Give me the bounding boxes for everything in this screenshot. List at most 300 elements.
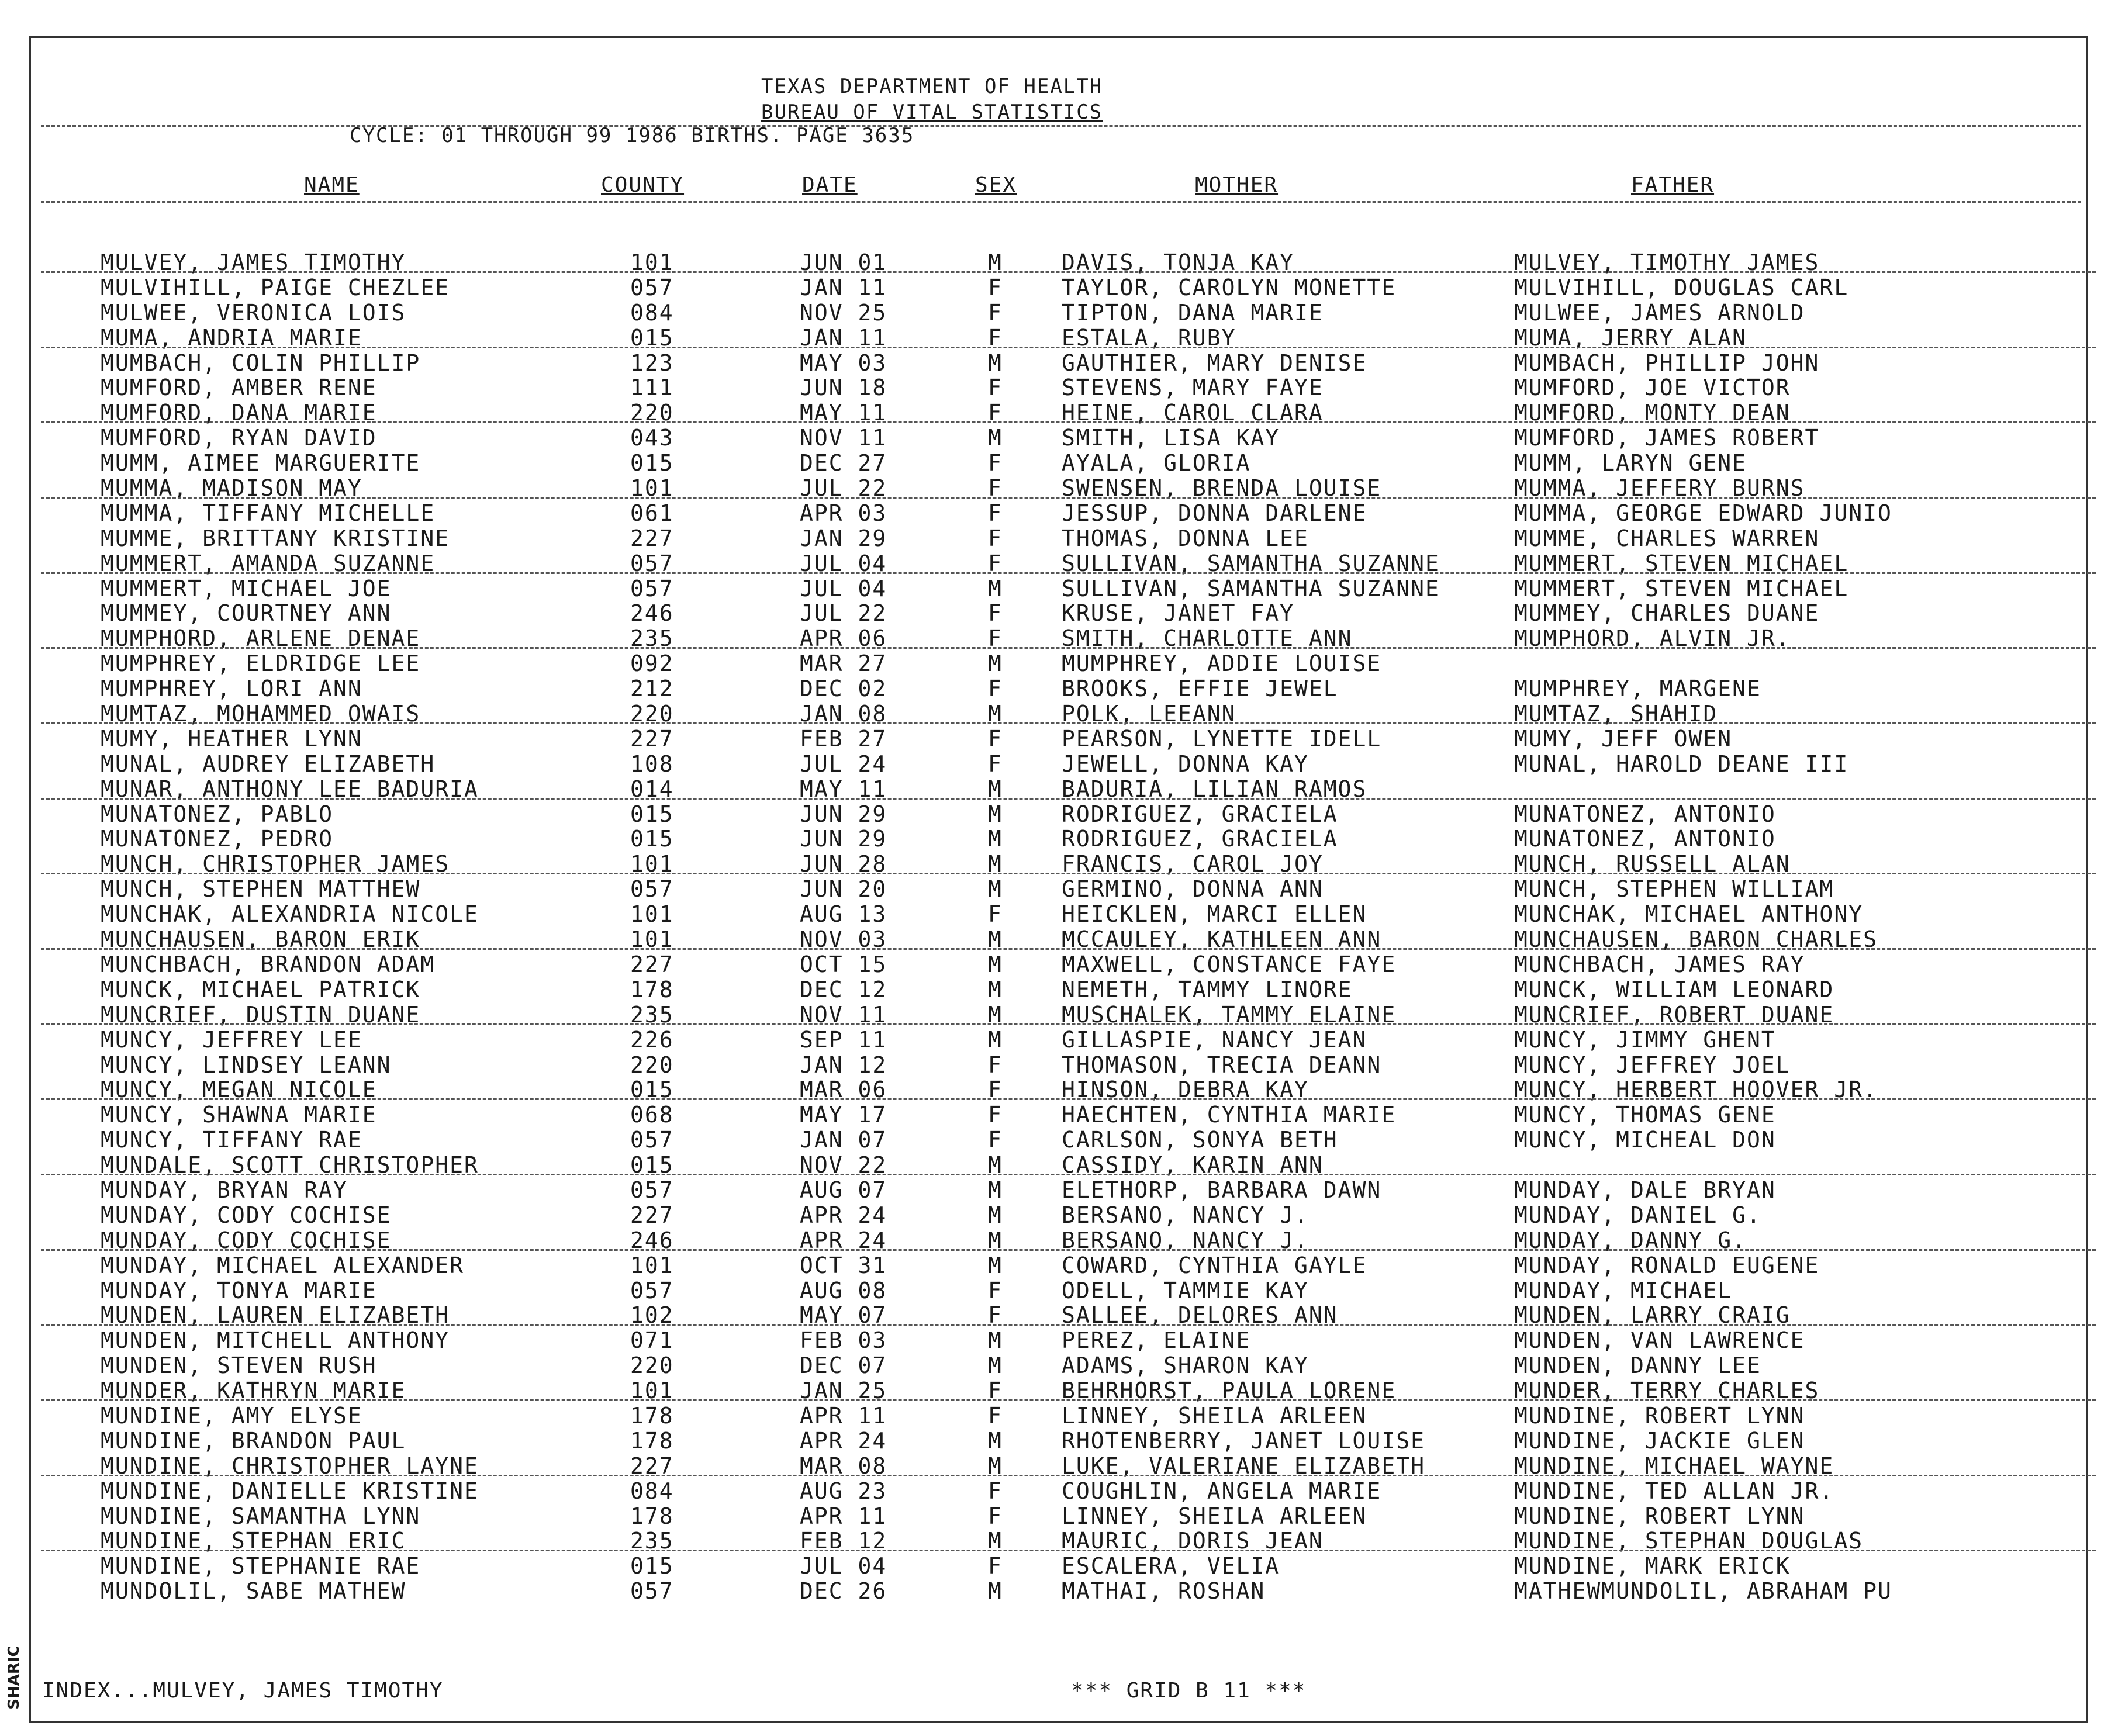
- column-header-name: NAME: [304, 173, 360, 197]
- record-date: FEB 03: [800, 1327, 887, 1354]
- record-sex: M: [988, 1353, 1003, 1379]
- record-date: JUN 29: [800, 826, 887, 852]
- record-county: 084: [630, 299, 674, 326]
- record-mother: BROOKS, EFFIE JEWEL: [1062, 676, 1338, 702]
- footer-index: INDEX...MULVEY, JAMES TIMOTHY: [42, 1679, 444, 1703]
- record-date: JUN 01: [800, 250, 887, 275]
- column-header-father: FATHER: [1631, 173, 1715, 197]
- record-father: MUMFORD, JOE VICTOR: [1514, 375, 1791, 401]
- record-date: JUN 18: [800, 375, 887, 401]
- column-header-date: DATE: [802, 173, 858, 197]
- record-name: MUNCY, MEGAN NICOLE: [101, 1077, 377, 1103]
- record-sex: M: [988, 1227, 1003, 1253]
- record-name: MUMFORD, RYAN DAVID: [101, 425, 377, 451]
- record-county: 178: [630, 1427, 674, 1454]
- record-name: MUNAL, AUDREY ELIZABETH: [101, 751, 436, 777]
- record-row: [0, 300, 2125, 326]
- record-mother: SMITH, LISA KAY: [1062, 425, 1280, 451]
- record-name: MUNDEN, MITCHELL ANTHONY: [101, 1327, 450, 1354]
- record-name: MUNDOLIL, SABE MATHEW: [101, 1578, 406, 1604]
- record-mother: RHOTENBERRY, JANET LOUISE: [1062, 1427, 1425, 1454]
- record-date: AUG 07: [800, 1177, 887, 1203]
- record-name: MUNDAY, MICHAEL ALEXANDER: [101, 1252, 464, 1278]
- record-county: 227: [630, 1202, 674, 1228]
- record-county: 178: [630, 976, 674, 1002]
- record-father: MUNDINE, MICHAEL WAYNE: [1514, 1453, 1834, 1479]
- record-sex: F: [988, 1553, 1003, 1579]
- record-name: MUMMA, TIFFANY MICHELLE: [101, 500, 436, 526]
- record-sex: M: [988, 575, 1003, 601]
- column-header-rule: [41, 201, 2081, 203]
- record-county: 102: [630, 1302, 674, 1329]
- record-date: JUL 22: [800, 600, 887, 627]
- record-father: MUNCHAK, MICHAEL ANTHONY: [1514, 901, 1864, 928]
- record-row: [0, 701, 2125, 727]
- record-date: APR 11: [800, 1402, 887, 1429]
- record-father: MUNCHBACH, JAMES RAY: [1514, 951, 1805, 977]
- record-father: MUMMA, GEORGE EDWARD JUNIO: [1514, 500, 1892, 526]
- record-sex: F: [988, 525, 1003, 551]
- record-date: MAY 17: [800, 1102, 887, 1128]
- record-row: [0, 400, 2125, 426]
- record-county: 057: [630, 1177, 674, 1203]
- record-name: MUMPHREY, LORI ANN: [101, 676, 362, 702]
- record-father: MUMPHREY, MARGENE: [1514, 676, 1761, 702]
- record-mother: SMITH, CHARLOTTE ANN: [1062, 625, 1353, 652]
- record-mother: DAVIS, TONJA KAY: [1062, 250, 1295, 275]
- record-father: MUMPHORD, ALVIN JR.: [1514, 625, 1791, 652]
- record-name: MUNDINE, AMY ELYSE: [101, 1402, 362, 1429]
- record-county: 101: [630, 1378, 674, 1404]
- record-sex: F: [988, 751, 1003, 777]
- record-date: MAY 11: [800, 776, 887, 802]
- record-mother: ESCALERA, VELIA: [1062, 1553, 1280, 1579]
- record-father: MUNDEN, VAN LAWRENCE: [1514, 1327, 1805, 1354]
- record-name: MUMBACH, COLIN PHILLIP: [101, 350, 421, 376]
- record-county: 246: [630, 1227, 674, 1253]
- record-row: [0, 1178, 2125, 1203]
- record-date: JAN 25: [800, 1378, 887, 1404]
- record-mother: MCCAULEY, KATHLEEN ANN: [1062, 926, 1382, 953]
- record-name: MUNCHAUSEN, BARON ERIK: [101, 926, 421, 953]
- record-sex: F: [988, 1503, 1003, 1529]
- record-name: MUNCY, TIFFANY RAE: [101, 1127, 362, 1153]
- record-mother: MUMPHREY, ADDIE LOUISE: [1062, 651, 1382, 677]
- record-county: 227: [630, 725, 674, 752]
- record-mother: BERSANO, NANCY J.: [1062, 1227, 1309, 1253]
- record-name: MUNDAY, CODY COCHISE: [101, 1202, 392, 1228]
- record-sex: M: [988, 1327, 1003, 1354]
- record-date: JUL 04: [800, 550, 887, 576]
- record-county: 015: [630, 1152, 674, 1178]
- record-row: [0, 1153, 2125, 1178]
- record-mother: LINNEY, SHEILA ARLEEN: [1062, 1503, 1367, 1529]
- record-father: MUNDAY, DALE BRYAN: [1514, 1177, 1776, 1203]
- record-date: NOV 03: [800, 926, 887, 953]
- record-father: MATHEWMUNDOLIL, ABRAHAM PU: [1514, 1578, 1892, 1604]
- record-name: MUNAR, ANTHONY LEE BADURIA: [101, 776, 479, 802]
- record-row: [0, 826, 2125, 852]
- record-father: MUMMA, JEFFERY BURNS: [1514, 475, 1805, 502]
- record-name: MUMFORD, DANA MARIE: [101, 400, 377, 426]
- record-date: JUN 20: [800, 876, 887, 902]
- record-date: NOV 22: [800, 1152, 887, 1178]
- column-header-mother: MOTHER: [1195, 173, 1279, 197]
- record-sex: F: [988, 550, 1003, 576]
- record-father: MUNCY, JIMMY GHENT: [1514, 1026, 1776, 1053]
- record-mother: KRUSE, JANET FAY: [1062, 600, 1295, 627]
- record-mother: MAURIC, DORIS JEAN: [1062, 1528, 1324, 1554]
- record-mother: SULLIVAN, SAMANTHA SUZANNE: [1062, 550, 1440, 576]
- record-father: MUMTAZ, SHAHID: [1514, 701, 1718, 727]
- record-date: JAN 08: [800, 701, 887, 727]
- record-date: JUN 28: [800, 851, 887, 877]
- record-county: 226: [630, 1026, 674, 1053]
- record-date: JAN 12: [800, 1052, 887, 1078]
- record-name: MUNDALE, SCOTT CHRISTOPHER: [101, 1152, 479, 1178]
- record-date: FEB 27: [800, 725, 887, 752]
- record-county: 101: [630, 250, 674, 275]
- record-county: 220: [630, 701, 674, 727]
- record-mother: RODRIGUEZ, GRACIELA: [1062, 826, 1338, 852]
- record-row: [0, 1303, 2125, 1328]
- record-sex: F: [988, 1378, 1003, 1404]
- record-sex: F: [988, 1052, 1003, 1078]
- record-county: 235: [630, 1528, 674, 1554]
- record-father: MUNCRIEF, ROBERT DUANE: [1514, 1001, 1834, 1028]
- record-sex: F: [988, 1302, 1003, 1329]
- record-row: [0, 1328, 2125, 1353]
- record-county: 108: [630, 751, 674, 777]
- record-date: OCT 15: [800, 951, 887, 977]
- record-mother: AYALA, GLORIA: [1062, 450, 1251, 476]
- record-county: 212: [630, 676, 674, 702]
- record-county: 220: [630, 1052, 674, 1078]
- record-county: 015: [630, 801, 674, 827]
- record-name: MUMMEY, COURTNEY ANN: [101, 600, 392, 627]
- record-sex: F: [988, 1478, 1003, 1504]
- record-mother: THOMASON, TRECIA DEANN: [1062, 1052, 1382, 1078]
- record-name: MUMY, HEATHER LYNN: [101, 725, 362, 752]
- record-father: MULWEE, JAMES ARNOLD: [1514, 299, 1805, 326]
- record-sex: F: [988, 901, 1003, 928]
- record-county: 101: [630, 1252, 674, 1278]
- record-mother: MUSCHALEK, TAMMY ELAINE: [1062, 1001, 1397, 1028]
- record-name: MULVIHILL, PAIGE CHEZLEE: [101, 274, 450, 300]
- record-date: AUG 23: [800, 1478, 887, 1504]
- record-row: [0, 1504, 2125, 1529]
- record-sex: M: [988, 876, 1003, 902]
- record-county: 057: [630, 1578, 674, 1604]
- record-father: MUNCH, STEPHEN WILLIAM: [1514, 876, 1834, 902]
- record-mother: HEICKLEN, MARCI ELLEN: [1062, 901, 1367, 928]
- record-sex: F: [988, 625, 1003, 652]
- record-name: MUNDINE, CHRISTOPHER LAYNE: [101, 1453, 479, 1479]
- record-father: MUNDAY, DANNY G.: [1514, 1227, 1747, 1253]
- record-sex: F: [988, 1102, 1003, 1128]
- record-row: [0, 1454, 2125, 1479]
- record-date: APR 24: [800, 1202, 887, 1228]
- record-row: [0, 576, 2125, 601]
- record-county: 101: [630, 475, 674, 502]
- side-stamp-text: SHARIC: [5, 1645, 23, 1710]
- record-mother: RODRIGUEZ, GRACIELA: [1062, 801, 1338, 827]
- record-sex: M: [988, 951, 1003, 977]
- record-mother: POLK, LEEANN: [1062, 701, 1236, 727]
- record-row: [0, 752, 2125, 777]
- record-row: [0, 1002, 2125, 1028]
- record-county: 084: [630, 1478, 674, 1504]
- record-date: JUN 29: [800, 801, 887, 827]
- record-county: 015: [630, 324, 674, 351]
- record-name: MUNDAY, CODY COCHISE: [101, 1227, 392, 1253]
- record-sex: M: [988, 350, 1003, 376]
- record-name: MULWEE, VERONICA LOIS: [101, 299, 406, 326]
- record-name: MUMFORD, AMBER RENE: [101, 375, 377, 401]
- record-row: [0, 375, 2125, 400]
- record-row: [0, 351, 2125, 376]
- header-cycle: CYCLE: 01 THROUGH 99 1986 BIRTHS. PAGE 3635: [350, 124, 915, 147]
- record-date: APR 24: [800, 1427, 887, 1454]
- record-row: [0, 1479, 2125, 1504]
- record-sex: M: [988, 1202, 1003, 1228]
- record-date: APR 24: [800, 1227, 887, 1253]
- record-row: [0, 902, 2125, 927]
- record-mother: LUKE, VALERIANE ELIZABETH: [1062, 1453, 1425, 1479]
- record-mother: ESTALA, RUBY: [1062, 324, 1236, 351]
- record-county: 246: [630, 600, 674, 627]
- record-county: 057: [630, 876, 674, 902]
- header-department: TEXAS DEPARTMENT OF HEALTH: [761, 75, 1103, 98]
- record-date: NOV 25: [800, 299, 887, 326]
- record-sex: F: [988, 1127, 1003, 1153]
- record-row: [0, 1203, 2125, 1228]
- record-mother: HAECHTEN, CYNTHIA MARIE: [1062, 1102, 1397, 1128]
- record-date: MAR 27: [800, 651, 887, 677]
- record-name: MUNDEN, LAUREN ELIZABETH: [101, 1302, 450, 1329]
- record-name: MUNCY, LINDSEY LEANN: [101, 1052, 392, 1078]
- record-date: MAY 11: [800, 400, 887, 426]
- record-father: MUMMERT, STEVEN MICHAEL: [1514, 575, 1849, 601]
- record-name: MUMA, ANDRIA MARIE: [101, 324, 362, 351]
- record-county: 043: [630, 425, 674, 451]
- record-mother: CASSIDY, KARIN ANN: [1062, 1152, 1324, 1178]
- record-county: 015: [630, 1553, 674, 1579]
- record-row: [0, 877, 2125, 902]
- record-mother: ELETHORP, BARBARA DAWN: [1062, 1177, 1382, 1203]
- record-row: [0, 802, 2125, 827]
- record-row: [0, 1353, 2125, 1378]
- record-date: DEC 27: [800, 450, 887, 476]
- record-sex: M: [988, 776, 1003, 802]
- record-sex: M: [988, 1578, 1003, 1604]
- record-name: MUNDAY, BRYAN RAY: [101, 1177, 348, 1203]
- record-mother: MAXWELL, CONSTANCE FAYE: [1062, 951, 1397, 977]
- record-name: MUMMA, MADISON MAY: [101, 475, 362, 502]
- record-mother: PEREZ, ELAINE: [1062, 1327, 1251, 1354]
- record-row: [0, 777, 2125, 802]
- record-sex: M: [988, 651, 1003, 677]
- record-name: MULVEY, JAMES TIMOTHY: [101, 250, 406, 275]
- record-father: MUMMEY, CHARLES DUANE: [1514, 600, 1820, 627]
- record-mother: TAYLOR, CAROLYN MONETTE: [1062, 274, 1397, 300]
- record-row: [0, 1429, 2125, 1454]
- record-date: MAY 07: [800, 1302, 887, 1329]
- record-row: [0, 1528, 2125, 1554]
- record-sex: F: [988, 676, 1003, 702]
- record-row: [0, 476, 2125, 501]
- record-row: [0, 426, 2125, 451]
- record-date: OCT 31: [800, 1252, 887, 1278]
- column-header-county: COUNTY: [601, 173, 685, 197]
- record-name: MUMME, BRITTANY KRISTINE: [101, 525, 450, 551]
- record-mother: NEMETH, TAMMY LINORE: [1062, 976, 1353, 1002]
- record-sex: M: [988, 1026, 1003, 1053]
- record-county: 014: [630, 776, 674, 802]
- record-date: DEC 12: [800, 976, 887, 1002]
- record-row: [0, 551, 2125, 576]
- record-row: [0, 1228, 2125, 1253]
- record-county: 015: [630, 826, 674, 852]
- record-row: [0, 1053, 2125, 1078]
- record-date: SEP 11: [800, 1026, 887, 1053]
- record-county: 057: [630, 1277, 674, 1303]
- record-mother: GILLASPIE, NANCY JEAN: [1062, 1026, 1367, 1053]
- record-sex: F: [988, 450, 1003, 476]
- record-county: 111: [630, 375, 674, 401]
- record-row: [0, 651, 2125, 676]
- record-mother: SULLIVAN, SAMANTHA SUZANNE: [1062, 575, 1440, 601]
- record-name: MUNDER, KATHRYN MARIE: [101, 1378, 406, 1404]
- record-name: MUMPHORD, ARLENE DENAE: [101, 625, 421, 652]
- record-father: MUNDEN, LARRY CRAIG: [1514, 1302, 1791, 1329]
- record-sex: M: [988, 425, 1003, 451]
- record-county: 220: [630, 400, 674, 426]
- record-father: MUMME, CHARLES WARREN: [1514, 525, 1820, 551]
- record-father: MUMM, LARYN GENE: [1514, 450, 1747, 476]
- birth-records-list: [0, 250, 2125, 1604]
- record-sex: F: [988, 400, 1003, 426]
- record-sex: F: [988, 600, 1003, 627]
- record-county: 057: [630, 550, 674, 576]
- record-county: 101: [630, 851, 674, 877]
- record-father: MUNATONEZ, ANTONIO: [1514, 826, 1776, 852]
- record-row: [0, 275, 2125, 300]
- record-name: MUNDEN, STEVEN RUSH: [101, 1353, 377, 1379]
- record-sex: M: [988, 1427, 1003, 1454]
- record-mother: MATHAI, ROSHAN: [1062, 1578, 1266, 1604]
- record-mother: SALLEE, DELORES ANN: [1062, 1302, 1338, 1329]
- record-county: 123: [630, 350, 674, 376]
- record-county: 071: [630, 1327, 674, 1354]
- footer-grid: *** GRID B 11 ***: [1071, 1679, 1307, 1703]
- record-row: [0, 1278, 2125, 1303]
- record-father: MUMMERT, STEVEN MICHAEL: [1514, 550, 1849, 576]
- record-date: APR 06: [800, 625, 887, 652]
- record-county: 235: [630, 1001, 674, 1028]
- record-row: [0, 1579, 2125, 1604]
- record-county: 101: [630, 926, 674, 953]
- record-county: 057: [630, 274, 674, 300]
- record-father: MUNCY, MICHEAL DON: [1514, 1127, 1776, 1153]
- record-sex: M: [988, 1252, 1003, 1278]
- record-row: [0, 727, 2125, 752]
- record-sex: F: [988, 1402, 1003, 1429]
- record-row: [0, 1554, 2125, 1579]
- record-mother: SWENSEN, BRENDA LOUISE: [1062, 475, 1382, 502]
- record-county: 092: [630, 651, 674, 677]
- record-father: MUMBACH, PHILLIP JOHN: [1514, 350, 1820, 376]
- record-sex: M: [988, 1152, 1003, 1178]
- record-name: MUNCY, SHAWNA MARIE: [101, 1102, 377, 1128]
- record-father: MUNCY, THOMAS GENE: [1514, 1102, 1776, 1128]
- record-county: 227: [630, 525, 674, 551]
- record-date: DEC 07: [800, 1353, 887, 1379]
- record-mother: ODELL, TAMMIE KAY: [1062, 1277, 1309, 1303]
- record-name: MUMM, AIMEE MARGUERITE: [101, 450, 421, 476]
- record-father: MUNDAY, MICHAEL: [1514, 1277, 1733, 1303]
- record-row: [0, 977, 2125, 1002]
- record-row: [0, 1077, 2125, 1102]
- record-father: MUMY, JEFF OWEN: [1514, 725, 1733, 752]
- record-county: 015: [630, 1077, 674, 1103]
- record-mother: TIPTON, DANA MARIE: [1062, 299, 1324, 326]
- record-row: [0, 526, 2125, 551]
- record-county: 015: [630, 450, 674, 476]
- record-county: 101: [630, 901, 674, 928]
- record-date: JAN 11: [800, 274, 887, 300]
- record-row: [0, 626, 2125, 651]
- record-row: [0, 676, 2125, 701]
- record-date: JUL 04: [800, 1553, 887, 1579]
- record-name: MUNCY, JEFFREY LEE: [101, 1026, 362, 1053]
- record-county: 178: [630, 1402, 674, 1429]
- record-sex: M: [988, 1453, 1003, 1479]
- record-county: 178: [630, 1503, 674, 1529]
- record-sex: M: [988, 1528, 1003, 1554]
- record-name: MUMMERT, MICHAEL JOE: [101, 575, 392, 601]
- record-sex: M: [988, 801, 1003, 827]
- record-father: MUNAL, HAROLD DEANE III: [1514, 751, 1849, 777]
- record-sex: F: [988, 1077, 1003, 1103]
- record-county: 057: [630, 575, 674, 601]
- record-date: MAR 06: [800, 1077, 887, 1103]
- record-father: MUNDAY, RONALD EUGENE: [1514, 1252, 1820, 1278]
- record-date: NOV 11: [800, 425, 887, 451]
- record-mother: HINSON, DEBRA KAY: [1062, 1077, 1309, 1103]
- record-mother: BADURIA, LILIAN RAMOS: [1062, 776, 1367, 802]
- record-mother: THOMAS, DONNA LEE: [1062, 525, 1309, 551]
- record-county: 227: [630, 1453, 674, 1479]
- record-sex: F: [988, 274, 1003, 300]
- record-father: MUNCY, JEFFREY JOEL: [1514, 1052, 1791, 1078]
- header-bureau: BUREAU OF VITAL STATISTICS: [761, 101, 1103, 124]
- record-row: [0, 601, 2125, 626]
- record-sex: M: [988, 701, 1003, 727]
- record-mother: LINNEY, SHEILA ARLEEN: [1062, 1402, 1367, 1429]
- record-name: MUNCH, CHRISTOPHER JAMES: [101, 851, 450, 877]
- record-sex: F: [988, 375, 1003, 401]
- record-row: [0, 1253, 2125, 1278]
- record-row: [0, 1403, 2125, 1429]
- record-date: NOV 11: [800, 1001, 887, 1028]
- record-mother: JEWELL, DONNA KAY: [1062, 751, 1309, 777]
- record-sex: M: [988, 926, 1003, 953]
- record-date: APR 03: [800, 500, 887, 526]
- record-mother: STEVENS, MARY FAYE: [1062, 375, 1324, 401]
- record-father: MUNDINE, MARK ERICK: [1514, 1553, 1791, 1579]
- record-date: JUL 22: [800, 475, 887, 502]
